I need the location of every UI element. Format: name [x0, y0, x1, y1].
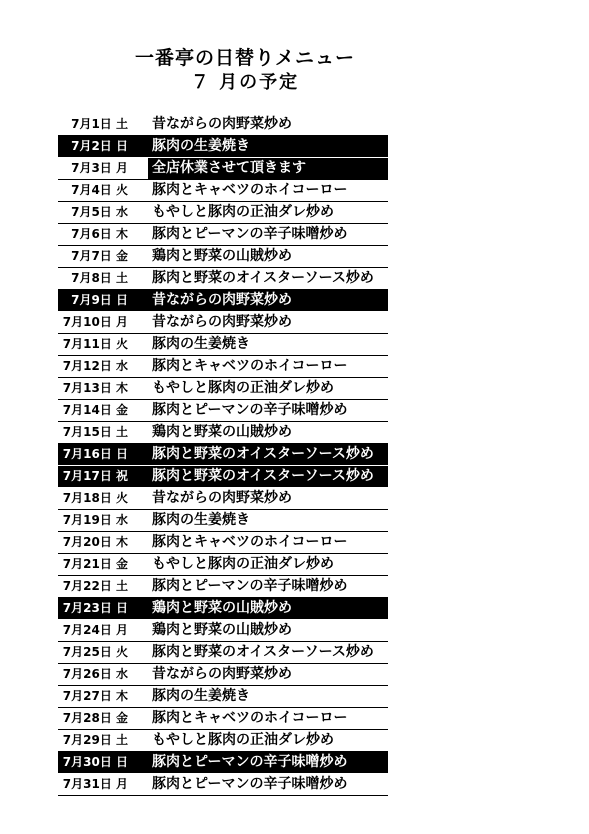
menu-dish: 鶏肉と野菜の山賊炒め	[152, 248, 292, 264]
menu-row	[58, 576, 388, 598]
menu-date: 7月17日 祝	[62, 469, 128, 483]
menu-dish: 鶏肉と野菜の山賊炒め	[152, 600, 292, 616]
menu-row	[58, 422, 388, 444]
page-title: 一番亭の日替りメニュー	[134, 47, 355, 69]
menu-date: 7月5日 水	[71, 205, 128, 219]
menu-row	[58, 708, 388, 730]
menu-date: 7月9日 日	[71, 293, 128, 307]
menu-dish: 昔ながらの肉野菜炒め	[152, 666, 292, 682]
menu-dish: 豚肉とピーマンの辛子味噌炒め	[152, 754, 348, 770]
menu-row	[58, 620, 388, 642]
menu-date: 7月24日 月	[62, 623, 128, 637]
menu-dish: 豚肉とピーマンの辛子味噌炒め	[152, 402, 348, 418]
menu-row	[58, 356, 388, 378]
menu-dish: もやしと豚肉の正油ダレ炒め	[152, 380, 334, 396]
menu-date: 7月18日 火	[62, 491, 128, 505]
menu-row	[58, 180, 388, 202]
menu-row	[58, 224, 388, 246]
menu-row	[58, 642, 388, 664]
menu-date: 7月14日 金	[62, 403, 128, 417]
menu-dish: もやしと豚肉の正油ダレ炒め	[152, 204, 334, 220]
menu-dish: 昔ながらの肉野菜炒め	[152, 314, 292, 330]
menu-row	[58, 114, 388, 136]
menu-dish: もやしと豚肉の正油ダレ炒め	[152, 732, 334, 748]
menu-dish: 豚肉とキャベツのホイコーロー	[152, 358, 348, 374]
menu-date: 7月3日 月	[71, 161, 128, 175]
menu-row	[58, 774, 388, 796]
menu-row	[58, 598, 388, 620]
menu-date: 7月7日 金	[71, 249, 128, 263]
menu-row	[58, 400, 388, 422]
menu-date: 7月13日 木	[62, 381, 128, 395]
menu-date: 7月10日 月	[62, 315, 128, 329]
menu-date: 7月28日 金	[62, 711, 128, 725]
menu-date: 7月30日 日	[62, 755, 128, 769]
menu-row	[58, 290, 388, 312]
menu-dish: もやしと豚肉の正油ダレ炒め	[152, 556, 334, 572]
menu-table	[58, 114, 388, 796]
menu-dish: 豚肉の生姜焼き	[152, 512, 250, 528]
menu-dish: 全店休業させて頂きます	[148, 158, 388, 179]
menu-date: 7月11日 火	[62, 337, 128, 351]
menu-row	[58, 246, 388, 268]
menu-row	[58, 312, 388, 334]
menu-row	[58, 554, 388, 576]
menu-dish: 鶏肉と野菜の山賊炒め	[152, 622, 292, 638]
menu-dish: 豚肉とキャベツのホイコーロー	[152, 534, 348, 550]
menu-date: 7月25日 火	[62, 645, 128, 659]
menu-dish: 豚肉の生姜焼き	[152, 336, 250, 352]
menu-dish: 豚肉と野菜のオイスターソース炒め	[152, 644, 374, 660]
menu-dish: 昔ながらの肉野菜炒め	[152, 490, 292, 506]
menu-row	[58, 202, 388, 224]
page-subtitle: ７ 月の予定	[190, 72, 300, 93]
menu-row	[58, 488, 388, 510]
menu-date: 7月27日 木	[62, 689, 128, 703]
menu-date: 7月20日 木	[62, 535, 128, 549]
menu-row	[58, 686, 388, 708]
menu-dish: 豚肉と野菜のオイスターソース炒め	[152, 446, 374, 462]
menu-row	[58, 136, 388, 158]
menu-date: 7月8日 土	[71, 271, 128, 285]
menu-date: 7月16日 日	[62, 447, 128, 461]
menu-row	[58, 444, 388, 466]
menu-row	[58, 466, 388, 488]
header	[0, 46, 490, 95]
menu-date: 7月6日 木	[71, 227, 128, 241]
menu-row	[58, 334, 388, 356]
menu-date: 7月12日 水	[62, 359, 128, 373]
menu-dish: 豚肉の生姜焼き	[152, 688, 250, 704]
menu-row	[58, 378, 388, 400]
menu-row	[58, 664, 388, 686]
menu-date: 7月31日 月	[62, 777, 128, 791]
menu-row	[58, 158, 388, 180]
menu-dish: 豚肉とキャベツのホイコーロー	[152, 710, 348, 726]
menu-dish: 鶏肉と野菜の山賊炒め	[152, 424, 292, 440]
menu-date: 7月22日 土	[62, 579, 128, 593]
menu-date: 7月23日 日	[62, 601, 128, 615]
menu-row	[58, 752, 388, 774]
menu-dish: 豚肉とキャベツのホイコーロー	[152, 182, 348, 198]
menu-date: 7月1日 土	[71, 117, 128, 131]
menu-date: 7月4日 火	[71, 183, 128, 197]
menu-date: 7月2日 日	[71, 139, 128, 153]
menu-row	[58, 268, 388, 290]
menu-dish: 豚肉とピーマンの辛子味噌炒め	[152, 226, 348, 242]
menu-dish: 豚肉とピーマンの辛子味噌炒め	[152, 578, 348, 594]
menu-row	[58, 730, 388, 752]
menu-dish: 豚肉と野菜のオイスターソース炒め	[152, 468, 374, 484]
menu-dish: 豚肉とピーマンの辛子味噌炒め	[152, 776, 348, 792]
menu-row	[58, 532, 388, 554]
menu-date: 7月26日 水	[62, 667, 128, 681]
menu-dish: 昔ながらの肉野菜炒め	[152, 292, 292, 308]
menu-date: 7月19日 水	[62, 513, 128, 527]
menu-date: 7月29日 土	[62, 733, 128, 747]
menu-dish: 昔ながらの肉野菜炒め	[152, 116, 292, 132]
menu-row	[58, 510, 388, 532]
menu-date: 7月21日 金	[62, 557, 128, 571]
menu-dish: 豚肉と野菜のオイスターソース炒め	[152, 270, 374, 286]
menu-dish: 豚肉の生姜焼き	[152, 138, 250, 154]
menu-date: 7月15日 土	[62, 425, 128, 439]
